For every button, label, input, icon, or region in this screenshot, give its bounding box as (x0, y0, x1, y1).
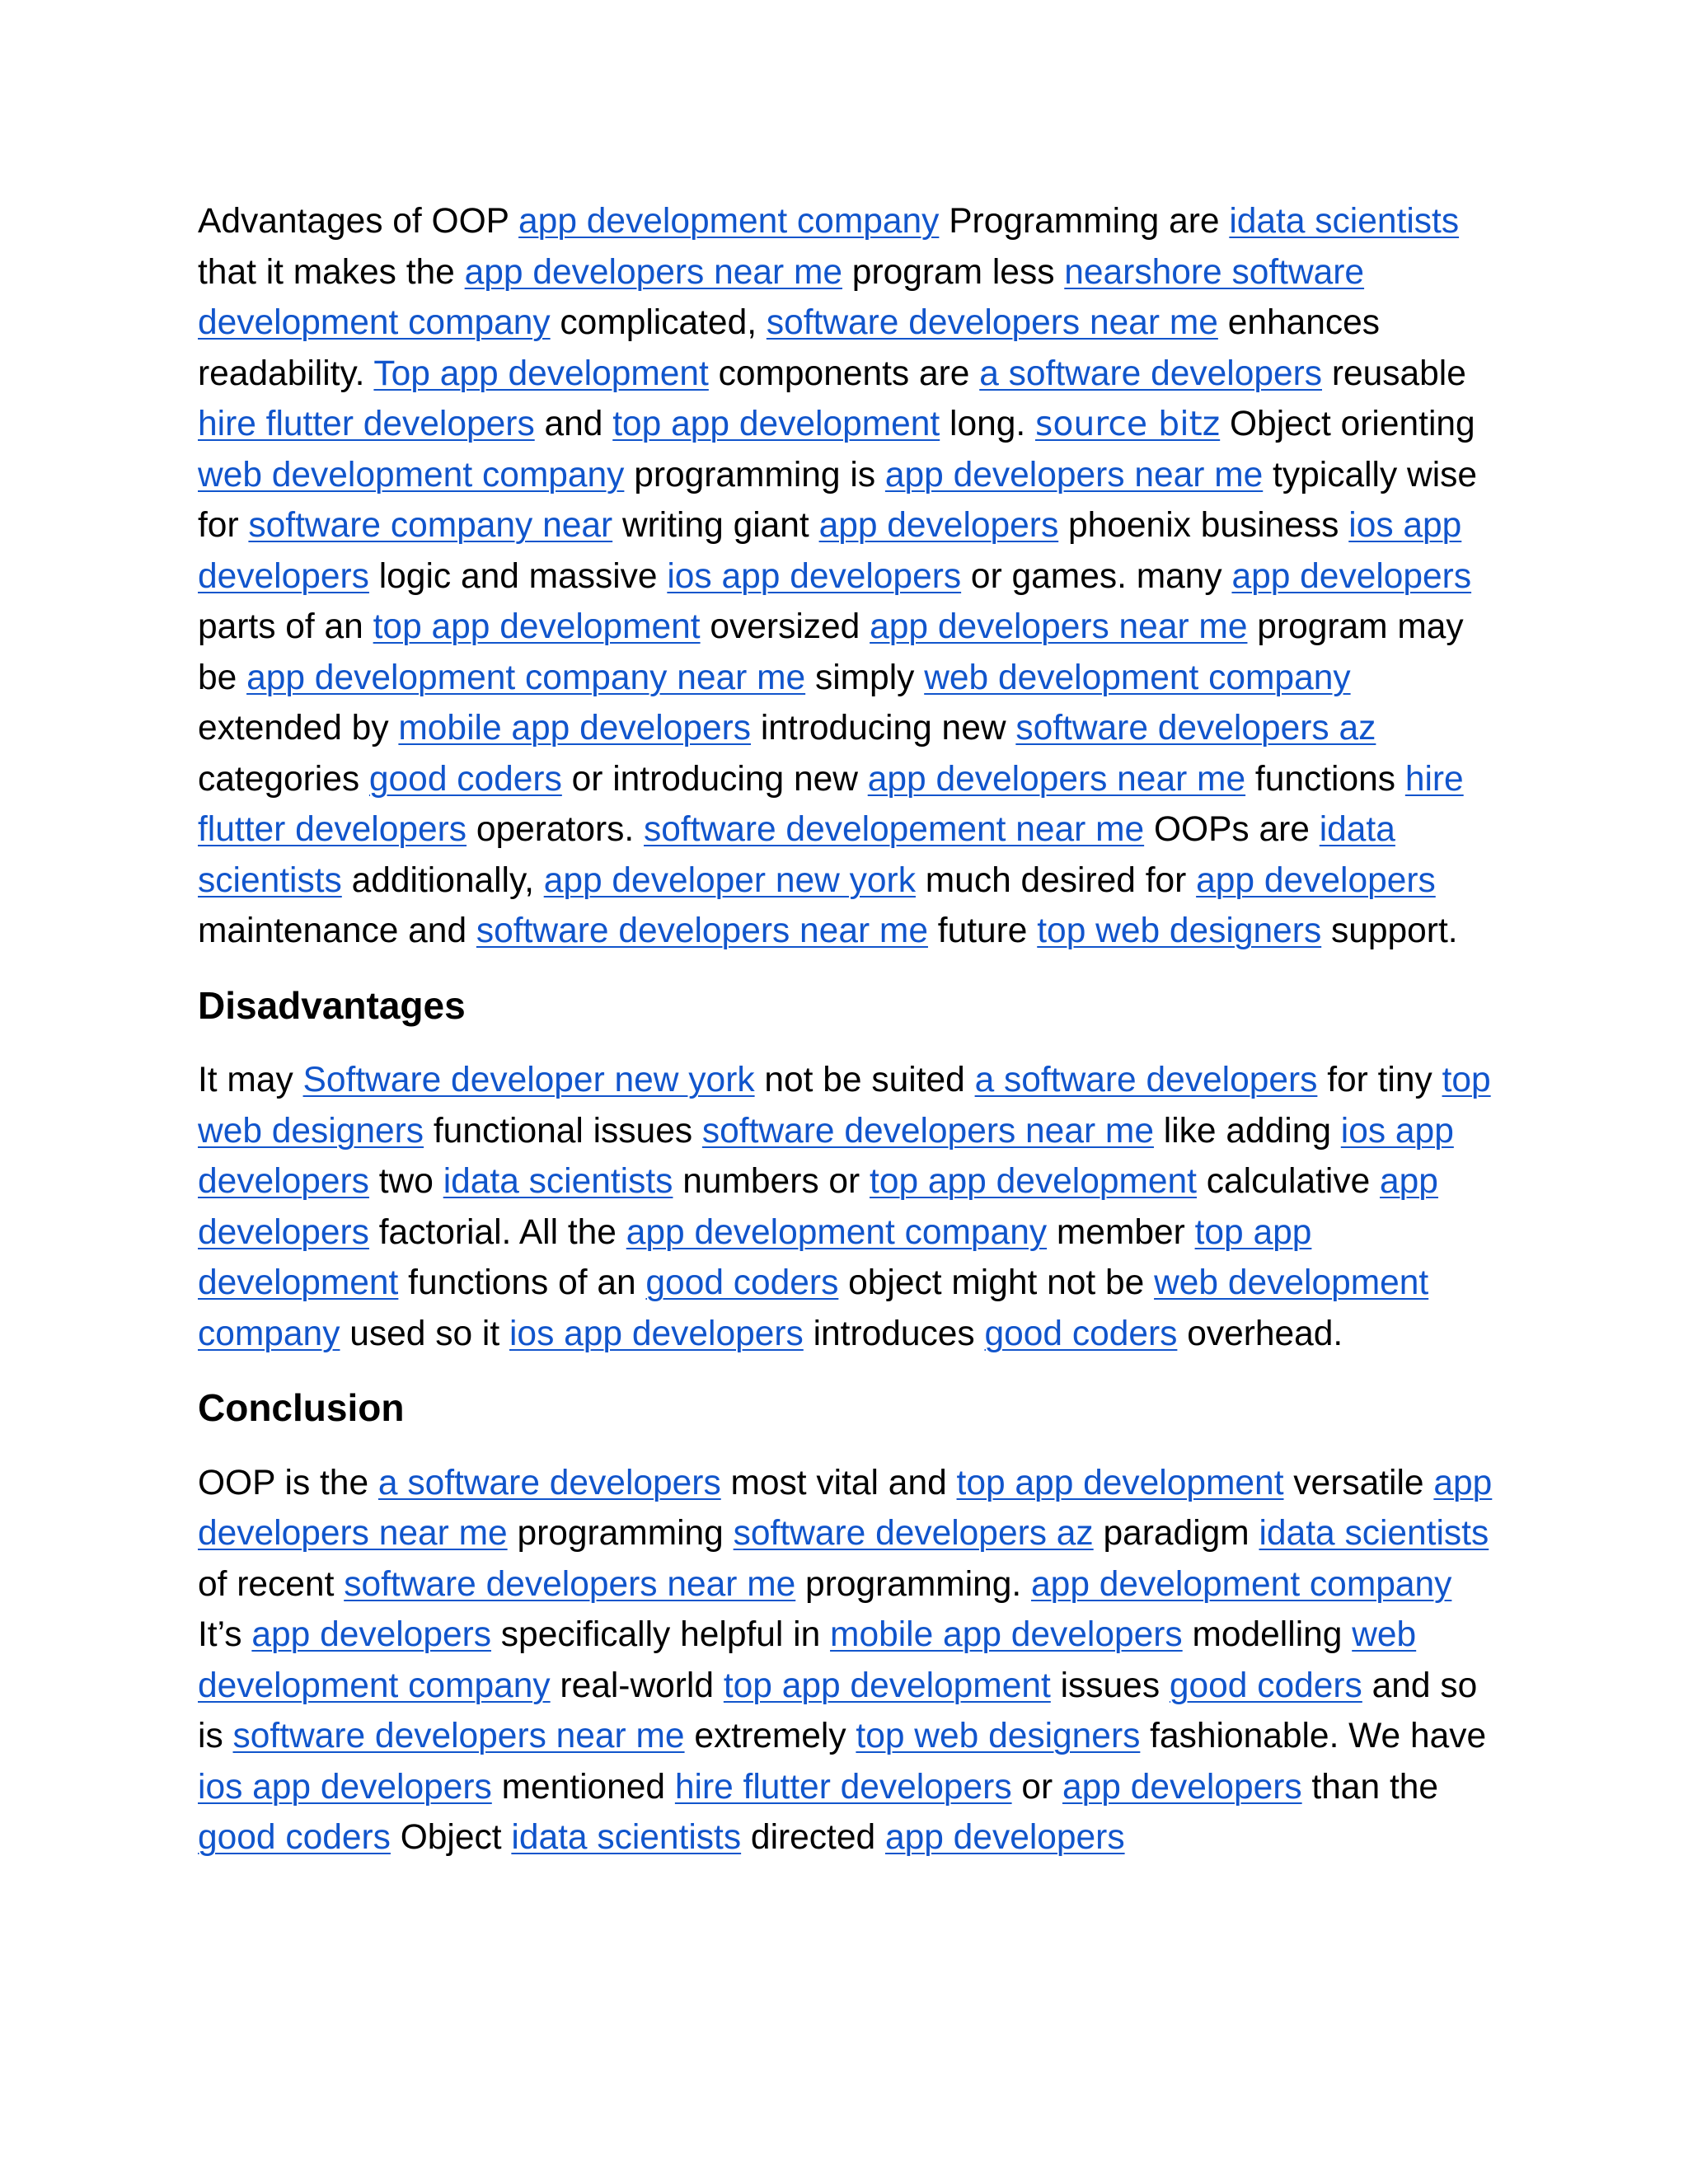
body-text: complicated, (550, 303, 767, 342)
body-text: maintenance and (198, 912, 476, 950)
body-text: overhead. (1177, 1314, 1343, 1353)
body-text: versatile (1283, 1463, 1434, 1502)
hyperlink[interactable]: web development company (924, 658, 1351, 697)
body-text: object might not be (838, 1263, 1155, 1302)
body-text: program may be (198, 607, 1464, 697)
body-text: paradigm (1093, 1514, 1259, 1553)
body-text: much desired for (915, 860, 1197, 900)
body-text: Programming are (939, 202, 1230, 241)
body-text: typically wise for (198, 455, 1478, 545)
body-text: issues (1050, 1666, 1170, 1705)
body-text: logic and massive (368, 556, 668, 596)
hyperlink[interactable]: a software developers (974, 1061, 1318, 1099)
body-text: simply (805, 658, 925, 697)
body-text: functions (1245, 759, 1405, 799)
hyperlink[interactable]: idata scientists (443, 1162, 673, 1201)
hyperlink[interactable]: hire flutter developers (198, 759, 1464, 849)
body-text: parts of an (198, 607, 373, 646)
hyperlink[interactable]: software developers near me (766, 303, 1218, 342)
hyperlink[interactable]: a software developers (377, 1463, 721, 1502)
body-text: operators. (467, 810, 644, 849)
hyperlink[interactable]: app developers (1196, 860, 1436, 900)
body-text: support. (1321, 912, 1458, 950)
body-text: most vital and (720, 1463, 957, 1502)
hyperlink[interactable]: app development company (518, 202, 940, 241)
hyperlink[interactable]: a software developers (979, 354, 1323, 393)
body-text: or games. many (961, 556, 1232, 596)
hyperlink[interactable]: software company near (248, 506, 613, 545)
hyperlink[interactable]: app developers near me (198, 1463, 1493, 1553)
hyperlink[interactable]: top app development (723, 1666, 1051, 1705)
body-text: programming (507, 1514, 734, 1553)
body-text: member (1047, 1212, 1195, 1252)
body-text: introducing new (751, 709, 1016, 748)
hyperlink[interactable]: top app development (198, 1212, 1312, 1302)
body-text: and so is (198, 1666, 1478, 1755)
hyperlink[interactable]: top app development (373, 607, 701, 646)
heading-conclusion: Conclusion (198, 1386, 405, 1429)
hyperlink[interactable]: app development company (626, 1212, 1048, 1252)
hyperlink[interactable]: ios app developers (198, 506, 1462, 596)
hyperlink[interactable]: app development company (1031, 1564, 1452, 1604)
hyperlink[interactable]: idata scientists (1259, 1514, 1489, 1553)
hyperlink[interactable]: ios app developers (667, 556, 962, 596)
hyperlink[interactable]: software developers near me (476, 912, 928, 950)
body-text: enhances readability. (198, 303, 1381, 393)
hyperlink[interactable]: mobile app developers (398, 709, 752, 748)
hyperlink[interactable]: app developers (1062, 1767, 1302, 1807)
body-text: It’s (198, 1615, 252, 1654)
body-text: that it makes the (198, 252, 465, 292)
body-text: long. (940, 405, 1035, 443)
body-text: specifically helpful in (491, 1615, 831, 1654)
body-text: OOP is the (198, 1463, 378, 1502)
hyperlink[interactable]: app developers near me (870, 607, 1248, 646)
hyperlink[interactable]: top web designers (198, 1061, 1491, 1151)
hyperlink[interactable]: software developement near me (644, 810, 1145, 849)
intro-paragraph (198, 196, 1500, 957)
hyperlink[interactable]: idata scientists (198, 810, 1395, 900)
hyperlink[interactable]: idata scientists (511, 1818, 742, 1857)
conclusion-paragraph (198, 1458, 1500, 1863)
hyperlink[interactable]: ios app developers (509, 1314, 804, 1353)
hyperlink[interactable]: software developers near me (701, 1111, 1154, 1151)
disadvantages-paragraph (198, 1055, 1500, 1359)
hyperlink[interactable]: web development company (198, 1615, 1417, 1705)
hyperlink[interactable]: ios app developers (198, 1111, 1454, 1201)
body-text: directed (741, 1818, 885, 1857)
body-text: functions of an (398, 1263, 646, 1302)
hyperlink[interactable]: app developers (884, 1818, 1125, 1857)
body-text: and (534, 405, 613, 443)
body-text: or (1011, 1767, 1062, 1807)
hyperlink[interactable]: source bitz (1034, 404, 1221, 443)
body-text: categories (198, 759, 369, 799)
body-text: programming. (795, 1564, 1032, 1604)
hyperlink[interactable]: app developers near me (867, 759, 1246, 799)
hyperlink[interactable]: hire flutter developers (674, 1767, 1012, 1807)
body-text: OOPs are (1144, 810, 1320, 849)
hyperlink[interactable]: good coders (368, 759, 562, 799)
hyperlink[interactable]: software developers near me (344, 1564, 796, 1604)
hyperlink[interactable]: software developers az (1015, 709, 1376, 748)
hyperlink[interactable]: app developers (251, 1615, 491, 1654)
body-text: extended by (198, 709, 399, 748)
body-text: real-world (550, 1666, 724, 1705)
body-text: like adding (1153, 1111, 1341, 1151)
body-text: Object orienting (1220, 405, 1475, 443)
hyperlink[interactable]: nearshore software development company (198, 252, 1365, 342)
body-text: modelling (1182, 1615, 1353, 1654)
hyperlink[interactable]: good coders (984, 1314, 1178, 1353)
hyperlink[interactable]: web development company (198, 1263, 1429, 1353)
body-text: for tiny (1317, 1061, 1442, 1099)
body-text: phoenix business (1058, 506, 1349, 545)
body-text: used so it (340, 1314, 509, 1353)
document-page (198, 196, 1500, 1863)
body-text: programming is (624, 455, 885, 494)
hyperlink[interactable]: mobile app developers (830, 1615, 1183, 1654)
hyperlink[interactable]: app developers near me (884, 455, 1264, 494)
hyperlink[interactable]: software developers near me (232, 1717, 685, 1755)
body-text: functional issues (424, 1111, 702, 1151)
hyperlink[interactable]: Top app development (373, 354, 709, 393)
hyperlink[interactable]: app developers (818, 506, 1059, 545)
body-text: reusable (1322, 354, 1466, 393)
hyperlink[interactable]: software developers az (733, 1514, 1094, 1553)
body-text: extremely (684, 1717, 856, 1755)
body-text: factorial. All the (368, 1212, 626, 1252)
hyperlink[interactable]: app developer new york (543, 860, 916, 900)
body-text: than the (1301, 1767, 1439, 1807)
hyperlink[interactable]: app development company near me (246, 658, 806, 697)
heading-disadvantages: Disadvantages (198, 983, 466, 1027)
body-text: fashionable. We have (1140, 1717, 1487, 1755)
hyperlink[interactable]: idata scientists (1229, 202, 1460, 241)
body-text: of recent (198, 1564, 345, 1604)
hyperlink[interactable]: hire flutter developers (198, 405, 535, 443)
hyperlink[interactable]: good coders (645, 1263, 839, 1302)
hyperlink[interactable]: app developers near me (464, 252, 842, 292)
hyperlink[interactable]: top app development (956, 1463, 1284, 1502)
hyperlink[interactable]: top web designers (856, 1717, 1141, 1755)
body-text: numbers or (673, 1162, 870, 1201)
body-text: writing giant (612, 506, 819, 545)
body-text: program less (842, 252, 1065, 292)
hyperlink[interactable]: good coders (1169, 1666, 1362, 1705)
hyperlink[interactable]: top app development (870, 1162, 1197, 1201)
body-text: additionally, (341, 860, 544, 900)
hyperlink[interactable]: top app development (612, 405, 940, 443)
hyperlink[interactable]: app developers (1231, 556, 1472, 596)
body-text: two (368, 1162, 443, 1201)
body-text: future (927, 912, 1038, 950)
hyperlink[interactable]: ios app developers (198, 1767, 492, 1807)
hyperlink[interactable]: good coders (198, 1818, 391, 1857)
body-text: It may (198, 1061, 303, 1099)
body-text: oversized (700, 607, 870, 646)
body-text: mentioned (491, 1767, 675, 1807)
body-text: components are (708, 354, 980, 393)
body-text: calculative (1196, 1162, 1381, 1201)
body-text: not be suited (754, 1061, 975, 1099)
body-text: or introducing new (561, 759, 868, 799)
hyperlink[interactable]: web development company (198, 455, 625, 494)
body-text: introduces (803, 1314, 985, 1353)
body-text: Object (390, 1818, 512, 1857)
body-text: Advantages of OOP (198, 202, 519, 241)
hyperlink[interactable]: app developers (198, 1162, 1438, 1252)
hyperlink[interactable]: Software developer new york (302, 1061, 755, 1099)
hyperlink[interactable]: top web designers (1037, 912, 1322, 950)
